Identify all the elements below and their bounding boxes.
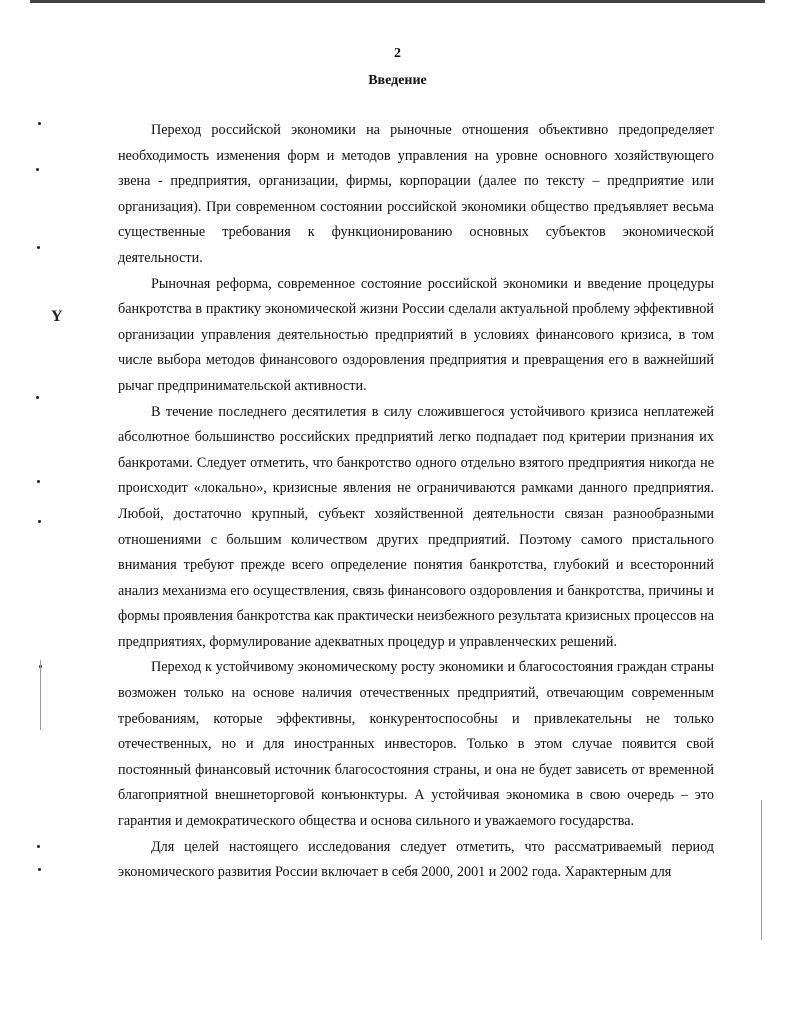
scan-speck bbox=[38, 520, 41, 523]
paragraph-3: В течение последнего десятилетия в силу сложившегося устойчивого кризиса неплатежей абсолютное большинство российских предприятий легко подпадает под критерии признания их банкротами. Следует отметить, что банкротство одного отдельно взятого предприятия никогда не происходит «локально», кризисные явления не ограничиваются рамками данного предприятия. Любой, достаточно крупный, субъект хозяйственной деятельности связан разнообразными отношениями с большим количеством других предприятий. Поэтому самого пристального внимания требуют прежде всего определение понятия банкротства, глубокий и всесторонний анализ механизма его осуществления, связь финансового оздоровления и банкротства, причины и формы проявления банкротства как практически неизбежного результата кризисных процессов на предприятиях, формулирование адекватных процедур и управленческих решений. bbox=[118, 403, 714, 650]
paragraph-4: Переход к устойчивому экономическому росту экономики и благосостояния граждан страны возможен только на основе наличия отечественных предприятий, отвечающим современным требованиям, которые эффективны, конкурентоспособны и привлекательны не только отечественных, но и для иностранных инвесторов. Только в этом случае появится свой постоянный финансовый источник благосостояния страны, и она не будет зависеть от временной благоприятной внешнеторговой конъюнктуры. А устойчивая экономика в свою очередь – это гарантия и демократического общества и основа сильного и уважаемого государства. bbox=[118, 659, 714, 830]
scan-speck bbox=[38, 868, 41, 871]
scan-speck bbox=[37, 845, 40, 848]
scan-border-top bbox=[30, 0, 765, 3]
scan-speck bbox=[37, 480, 40, 483]
paragraph-2: Рыночная реформа, современное состояние российской экономики и введение процедуры банкротства в практику экономической жизни России сделали актуальной проблему эффективной организации управления деятельностью предприятий в условиях финансового кризиса, в том числе выбора методов финансового оздоровления предприятия и превращения его в важнейший рычаг предпринимательской активности. bbox=[118, 275, 714, 394]
scan-line-right bbox=[761, 800, 762, 940]
section-heading: Введение bbox=[368, 73, 427, 88]
scan-speck bbox=[36, 396, 39, 399]
scan-speck bbox=[36, 168, 39, 171]
paragraph-5: Для целей настоящего исследования следует отметить, что рассматриваемый период экономического развития России включает в себя 2000, 2001 и 2002 года. Характерным для bbox=[118, 838, 714, 881]
body-text bbox=[118, 118, 714, 886]
scan-speck bbox=[37, 246, 40, 249]
margin-glyph: Y bbox=[51, 308, 63, 325]
page-number: 2 bbox=[394, 46, 401, 61]
scan-line-left bbox=[40, 660, 41, 730]
paragraph-1: Переход российской экономики на рыночные отношения объективно предопределяет необходимость изменения форм и методов управления на уровне основного хозяйствующего звена - предприятия, организации, фирмы, корпорации (далее по тексту – предприятие или организация). При современном состоянии российской экономики общество предъявляет весьма существенные требования к функционированию основных субъектов экономической деятельности. bbox=[118, 122, 714, 266]
scan-speck bbox=[38, 122, 41, 125]
